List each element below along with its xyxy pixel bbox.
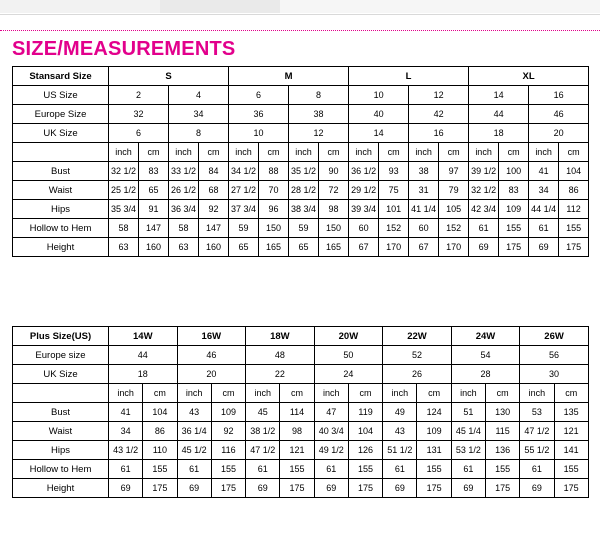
table1-corner-label: Stansard Size [13, 67, 109, 86]
measurement-cell: 43 [383, 422, 417, 441]
measurement-cell: 43 [177, 403, 211, 422]
unit-cell: inch [169, 143, 199, 162]
top-strip-segment-left [0, 0, 160, 13]
measurement-cell: 35 1/2 [289, 162, 319, 181]
measurement-label: Height [13, 238, 109, 257]
measurement-label: Height [13, 479, 109, 498]
unit-cell: cm [417, 384, 451, 403]
table-cell: 6 [229, 86, 289, 105]
table-cell: 26 [383, 365, 452, 384]
measurement-cell: 175 [348, 479, 382, 498]
measurement-cell: 155 [348, 460, 382, 479]
measurement-cell: 25 1/2 [109, 181, 139, 200]
table-cell: 54 [451, 346, 520, 365]
table-cell: 8 [289, 86, 349, 105]
unit-cell: inch [529, 143, 559, 162]
unit-cell: cm [259, 143, 289, 162]
table-header-row [13, 67, 589, 86]
measurement-cell: 67 [409, 238, 439, 257]
table-cell: 42 [409, 105, 469, 124]
measurement-cell: 126 [348, 441, 382, 460]
measurement-cell: 53 [520, 403, 554, 422]
measurement-cell: 68 [199, 181, 229, 200]
measurement-cell: 136 [486, 441, 520, 460]
group-header: 18W [246, 327, 315, 346]
measurement-cell: 67 [349, 238, 379, 257]
measurement-cell: 61 [469, 219, 499, 238]
measurement-cell: 45 1/2 [177, 441, 211, 460]
measurement-cell: 36 1/4 [177, 422, 211, 441]
measurement-cell: 34 [109, 422, 143, 441]
measurement-cell: 175 [280, 479, 314, 498]
measurement-cell: 60 [349, 219, 379, 238]
measurement-label: Waist [13, 422, 109, 441]
measurement-cell: 65 [289, 238, 319, 257]
unit-row-blank [13, 143, 109, 162]
measurement-cell: 155 [486, 460, 520, 479]
group-header: 20W [314, 327, 383, 346]
table-cell: 34 [169, 105, 229, 124]
measurement-cell: 155 [559, 219, 589, 238]
table-cell: 2 [109, 86, 169, 105]
measurement-cell: 69 [383, 479, 417, 498]
measurement-cell: 61 [451, 460, 485, 479]
measurement-cell: 35 3/4 [109, 200, 139, 219]
unit-cell: inch [314, 384, 348, 403]
measurement-cell: 100 [499, 162, 529, 181]
measurement-cell: 109 [211, 403, 245, 422]
unit-cell: inch [469, 143, 499, 162]
measurement-cell: 175 [559, 238, 589, 257]
measurement-cell: 155 [143, 460, 177, 479]
measurement-cell: 155 [499, 219, 529, 238]
measurement-label: Bust [13, 403, 109, 422]
measurement-cell: 39 3/4 [349, 200, 379, 219]
table-cell: 14 [469, 86, 529, 105]
measurement-cell: 58 [109, 219, 139, 238]
unit-cell: cm [499, 143, 529, 162]
unit-cell: inch [409, 143, 439, 162]
measurement-cell: 83 [499, 181, 529, 200]
measurement-cell: 70 [259, 181, 289, 200]
measurement-cell: 170 [379, 238, 409, 257]
measurement-cell: 34 [529, 181, 559, 200]
measurement-cell: 79 [439, 181, 469, 200]
measurement-cell: 34 1/2 [229, 162, 259, 181]
unit-cell: cm [199, 143, 229, 162]
measurement-cell: 72 [319, 181, 349, 200]
measurement-cell: 109 [417, 422, 451, 441]
measurement-cell: 61 [529, 219, 559, 238]
measurement-cell: 86 [143, 422, 177, 441]
measurement-cell: 59 [229, 219, 259, 238]
table-cell: 16 [409, 124, 469, 143]
table-cell: 6 [109, 124, 169, 143]
table-row [13, 105, 589, 124]
measurement-cell: 97 [439, 162, 469, 181]
unit-cell: inch [289, 143, 319, 162]
measurement-cell: 98 [319, 200, 349, 219]
measurement-cell: 92 [211, 422, 245, 441]
table-cell: 28 [451, 365, 520, 384]
unit-cell: cm [559, 143, 589, 162]
plus-size-table [12, 326, 589, 498]
measurement-cell: 104 [348, 422, 382, 441]
top-strip-segment-right [280, 0, 600, 13]
measurement-row [13, 460, 589, 479]
measurement-cell: 104 [559, 162, 589, 181]
measurement-cell: 141 [554, 441, 588, 460]
measurement-cell: 36 3/4 [169, 200, 199, 219]
measurement-cell: 98 [280, 422, 314, 441]
table-cell: 46 [177, 346, 246, 365]
unit-row-blank [13, 384, 109, 403]
measurement-cell: 69 [529, 238, 559, 257]
measurement-cell: 93 [379, 162, 409, 181]
measurement-cell: 112 [559, 200, 589, 219]
measurement-cell: 29 1/2 [349, 181, 379, 200]
measurement-cell: 47 [314, 403, 348, 422]
measurement-cell: 63 [109, 238, 139, 257]
table-cell: 10 [229, 124, 289, 143]
measurement-cell: 101 [379, 200, 409, 219]
measurement-cell: 44 1/4 [529, 200, 559, 219]
table-cell: 18 [469, 124, 529, 143]
table-row [13, 365, 589, 384]
measurement-label: Hollow to Hem [13, 219, 109, 238]
measurement-label: Hips [13, 200, 109, 219]
measurement-cell: 28 1/2 [289, 181, 319, 200]
measurement-cell: 92 [199, 200, 229, 219]
table-cell: 24 [314, 365, 383, 384]
measurement-cell: 65 [139, 181, 169, 200]
measurement-cell: 152 [379, 219, 409, 238]
unit-cell: cm [439, 143, 469, 162]
table-row [13, 346, 589, 365]
table-cell: 12 [409, 86, 469, 105]
measurement-cell: 61 [109, 460, 143, 479]
unit-cell: inch [383, 384, 417, 403]
measurement-cell: 175 [499, 238, 529, 257]
measurement-row [13, 403, 589, 422]
table-cell: 18 [109, 365, 178, 384]
measurement-cell: 36 1/2 [349, 162, 379, 181]
table-cell: 14 [349, 124, 409, 143]
unit-cell: inch [177, 384, 211, 403]
measurement-cell: 61 [246, 460, 280, 479]
title-divider [0, 30, 600, 34]
measurement-cell: 45 1/4 [451, 422, 485, 441]
measurement-cell: 49 [383, 403, 417, 422]
unit-row [13, 384, 589, 403]
measurement-cell: 150 [319, 219, 349, 238]
measurement-cell: 47 1/2 [520, 422, 554, 441]
unit-cell: cm [211, 384, 245, 403]
measurement-cell: 165 [319, 238, 349, 257]
unit-cell: cm [486, 384, 520, 403]
measurement-cell: 43 1/2 [109, 441, 143, 460]
table-cell: 46 [529, 105, 589, 124]
measurement-cell: 27 1/2 [229, 181, 259, 200]
measurement-label: Bust [13, 162, 109, 181]
measurement-cell: 51 [451, 403, 485, 422]
table-row [13, 124, 589, 143]
page-title: SIZE/MEASUREMENTS [12, 38, 236, 60]
measurement-cell: 110 [143, 441, 177, 460]
measurement-cell: 155 [554, 460, 588, 479]
unit-cell: inch [109, 143, 139, 162]
measurement-cell: 170 [439, 238, 469, 257]
measurement-cell: 55 1/2 [520, 441, 554, 460]
measurement-cell: 69 [314, 479, 348, 498]
measurement-cell: 26 1/2 [169, 181, 199, 200]
measurement-cell: 105 [439, 200, 469, 219]
measurement-cell: 131 [417, 441, 451, 460]
table-cell: 38 [289, 105, 349, 124]
measurement-cell: 115 [486, 422, 520, 441]
measurement-cell: 32 1/2 [109, 162, 139, 181]
measurement-cell: 41 [529, 162, 559, 181]
measurement-cell: 121 [280, 441, 314, 460]
table-cell: 4 [169, 86, 229, 105]
table-cell: 32 [109, 105, 169, 124]
measurement-cell: 61 [383, 460, 417, 479]
measurement-cell: 150 [259, 219, 289, 238]
measurement-cell: 38 3/4 [289, 200, 319, 219]
table-cell: 8 [169, 124, 229, 143]
measurement-cell: 130 [486, 403, 520, 422]
measurement-cell: 58 [169, 219, 199, 238]
measurement-cell: 69 [520, 479, 554, 498]
measurement-label: Hips [13, 441, 109, 460]
measurement-cell: 119 [348, 403, 382, 422]
measurement-cell: 51 1/2 [383, 441, 417, 460]
row-label: UK Size [13, 365, 109, 384]
measurement-cell: 84 [199, 162, 229, 181]
unit-row [13, 143, 589, 162]
group-header: S [109, 67, 229, 86]
measurement-cell: 88 [259, 162, 289, 181]
measurement-cell: 121 [554, 422, 588, 441]
measurement-cell: 69 [451, 479, 485, 498]
measurement-cell: 124 [417, 403, 451, 422]
unit-cell: cm [379, 143, 409, 162]
unit-cell: inch [109, 384, 143, 403]
measurement-cell: 39 1/2 [469, 162, 499, 181]
unit-cell: cm [319, 143, 349, 162]
measurement-cell: 175 [417, 479, 451, 498]
unit-cell: cm [554, 384, 588, 403]
measurement-cell: 61 [177, 460, 211, 479]
table-cell: 20 [529, 124, 589, 143]
unit-cell: inch [246, 384, 280, 403]
unit-cell: inch [451, 384, 485, 403]
group-header: M [229, 67, 349, 86]
measurement-cell: 38 1/2 [246, 422, 280, 441]
table-cell: 36 [229, 105, 289, 124]
measurement-cell: 165 [259, 238, 289, 257]
row-label: Europe size [13, 346, 109, 365]
table-header-row [13, 327, 589, 346]
unit-cell: cm [139, 143, 169, 162]
unit-cell: inch [229, 143, 259, 162]
measurement-cell: 61 [520, 460, 554, 479]
table-cell: 40 [349, 105, 409, 124]
table-cell: 20 [177, 365, 246, 384]
table-cell: 10 [349, 86, 409, 105]
measurement-cell: 38 [409, 162, 439, 181]
group-header: 14W [109, 327, 178, 346]
table-cell: 52 [383, 346, 452, 365]
measurement-cell: 155 [211, 460, 245, 479]
measurement-cell: 31 [409, 181, 439, 200]
table-row [13, 86, 589, 105]
measurement-row [13, 200, 589, 219]
measurement-cell: 91 [139, 200, 169, 219]
measurement-row [13, 441, 589, 460]
measurement-cell: 155 [417, 460, 451, 479]
unit-cell: cm [143, 384, 177, 403]
measurement-cell: 69 [469, 238, 499, 257]
measurement-cell: 40 3/4 [314, 422, 348, 441]
measurement-cell: 49 1/2 [314, 441, 348, 460]
measurement-cell: 147 [199, 219, 229, 238]
measurement-cell: 175 [143, 479, 177, 498]
measurement-cell: 152 [439, 219, 469, 238]
measurement-cell: 37 3/4 [229, 200, 259, 219]
measurement-row [13, 479, 589, 498]
measurement-cell: 65 [229, 238, 259, 257]
measurement-cell: 86 [559, 181, 589, 200]
measurement-cell: 59 [289, 219, 319, 238]
unit-cell: inch [349, 143, 379, 162]
measurement-row [13, 422, 589, 441]
measurement-cell: 175 [211, 479, 245, 498]
table2-corner-label: Plus Size(US) [13, 327, 109, 346]
measurement-cell: 109 [499, 200, 529, 219]
measurement-label: Hollow to Hem [13, 460, 109, 479]
measurement-cell: 69 [177, 479, 211, 498]
table-cell: 48 [246, 346, 315, 365]
table-cell: 30 [520, 365, 589, 384]
measurement-row [13, 181, 589, 200]
group-header: 26W [520, 327, 589, 346]
measurement-cell: 33 1/2 [169, 162, 199, 181]
measurement-cell: 104 [143, 403, 177, 422]
measurement-cell: 53 1/2 [451, 441, 485, 460]
row-label: US Size [13, 86, 109, 105]
measurement-row [13, 238, 589, 257]
unit-cell: cm [348, 384, 382, 403]
measurement-label: Waist [13, 181, 109, 200]
group-header: XL [469, 67, 589, 86]
measurement-cell: 160 [139, 238, 169, 257]
standard-size-table-wrapper [12, 66, 589, 257]
row-label: Europe Size [13, 105, 109, 124]
table-cell: 12 [289, 124, 349, 143]
unit-cell: inch [520, 384, 554, 403]
measurement-cell: 175 [554, 479, 588, 498]
measurement-cell: 175 [486, 479, 520, 498]
measurement-cell: 69 [246, 479, 280, 498]
measurement-cell: 41 1/4 [409, 200, 439, 219]
table-cell: 44 [469, 105, 529, 124]
group-header: 24W [451, 327, 520, 346]
table-cell: 44 [109, 346, 178, 365]
measurement-cell: 155 [280, 460, 314, 479]
measurement-row [13, 219, 589, 238]
group-header: L [349, 67, 469, 86]
standard-size-table [12, 66, 589, 257]
measurement-cell: 61 [314, 460, 348, 479]
table-cell: 16 [529, 86, 589, 105]
unit-cell: cm [280, 384, 314, 403]
measurement-cell: 147 [139, 219, 169, 238]
measurement-cell: 32 1/2 [469, 181, 499, 200]
table-cell: 50 [314, 346, 383, 365]
group-header: 22W [383, 327, 452, 346]
measurement-cell: 116 [211, 441, 245, 460]
measurement-cell: 96 [259, 200, 289, 219]
top-strip-segment-middle [160, 0, 280, 13]
measurement-row [13, 162, 589, 181]
measurement-cell: 114 [280, 403, 314, 422]
row-label: UK Size [13, 124, 109, 143]
table-cell: 56 [520, 346, 589, 365]
measurement-cell: 45 [246, 403, 280, 422]
plus-size-table-wrapper [12, 326, 589, 498]
measurement-cell: 47 1/2 [246, 441, 280, 460]
measurement-cell: 41 [109, 403, 143, 422]
measurement-cell: 60 [409, 219, 439, 238]
measurement-cell: 42 3/4 [469, 200, 499, 219]
measurement-cell: 83 [139, 162, 169, 181]
measurement-cell: 63 [169, 238, 199, 257]
group-header: 16W [177, 327, 246, 346]
measurement-cell: 75 [379, 181, 409, 200]
measurement-cell: 135 [554, 403, 588, 422]
measurement-cell: 69 [109, 479, 143, 498]
page-top-strip [0, 0, 600, 15]
measurement-cell: 90 [319, 162, 349, 181]
measurement-cell: 160 [199, 238, 229, 257]
table-cell: 22 [246, 365, 315, 384]
